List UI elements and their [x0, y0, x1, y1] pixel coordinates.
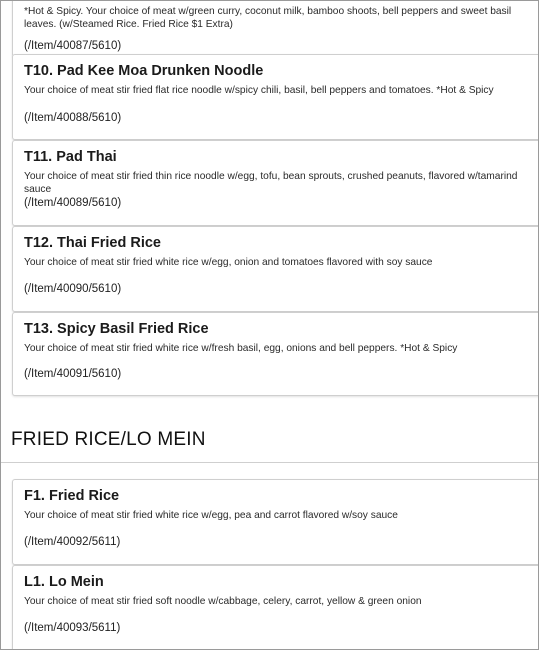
- menu-item-link[interactable]: (/Item/40091/5610): [24, 368, 122, 380]
- menu-item-description: Your choice of meat stir fried flat rice noodle w/spicy chili, basil, bell peppers and tomatoes. *Hot & Spicy: [24, 85, 494, 96]
- menu-item-description: Your choice of meat stir fried white rice w/egg, onion and tomatoes flavored with soy sauce: [24, 257, 433, 268]
- menu-item-card[interactable]: [12, 54, 539, 140]
- menu-item-description: Your choice of meat stir fried soft noodle w/cabbage, celery, carrot, yellow & green onion: [24, 596, 422, 607]
- menu-item-card[interactable]: [12, 140, 539, 226]
- menu-item-card[interactable]: [12, 312, 539, 396]
- menu-item-link[interactable]: (/Item/40089/5610): [24, 197, 122, 209]
- menu-item-title: T12. Thai Fried Rice: [24, 235, 161, 251]
- menu-item-link[interactable]: (/Item/40088/5610): [24, 112, 122, 124]
- menu-item-description: *Hot & Spicy. Your choice of meat w/green curry, coconut milk, bamboo shoots, bell peppers and sweet basil leaves. (w/Steamed Rice. Fried Rice $1 Extra): [24, 6, 512, 30]
- menu-item-link[interactable]: (/Item/40092/5611): [24, 536, 121, 548]
- menu-item-link[interactable]: (/Item/40093/5611): [24, 622, 121, 634]
- menu-item-description: Your choice of meat stir fried white rice w/fresh basil, egg, onions and bell peppers. *Hot & Spicy: [24, 343, 458, 354]
- menu-item-title: F1. Fried Rice: [24, 488, 120, 504]
- section-divider: [1, 462, 539, 463]
- section-heading: FRIED RICE/LO MEIN: [11, 429, 206, 450]
- menu-item-title: T13. Spicy Basil Fried Rice: [24, 321, 209, 337]
- menu-item-card[interactable]: [12, 565, 539, 650]
- menu-item-card[interactable]: [12, 226, 539, 312]
- menu-item-title: T11. Pad Thai: [24, 149, 117, 165]
- menu-item-card[interactable]: [12, 479, 539, 565]
- menu-item-link[interactable]: (/Item/40087/5610): [24, 40, 122, 52]
- menu-item-description: Your choice of meat stir fried thin rice noodle w/egg, tofu, bean sprouts, crushed peanuts, flavored w/tamarind sauce: [24, 171, 518, 195]
- menu-item-title: L1. Lo Mein: [24, 574, 104, 590]
- menu-item-link[interactable]: (/Item/40090/5610): [24, 283, 122, 295]
- menu-item-description: Your choice of meat stir fried white rice w/egg, pea and carrot flavored w/soy sauce: [24, 510, 398, 521]
- menu-item-title: T10. Pad Kee Moa Drunken Noodle: [24, 63, 264, 79]
- menu-item-card-partial[interactable]: [12, 0, 539, 57]
